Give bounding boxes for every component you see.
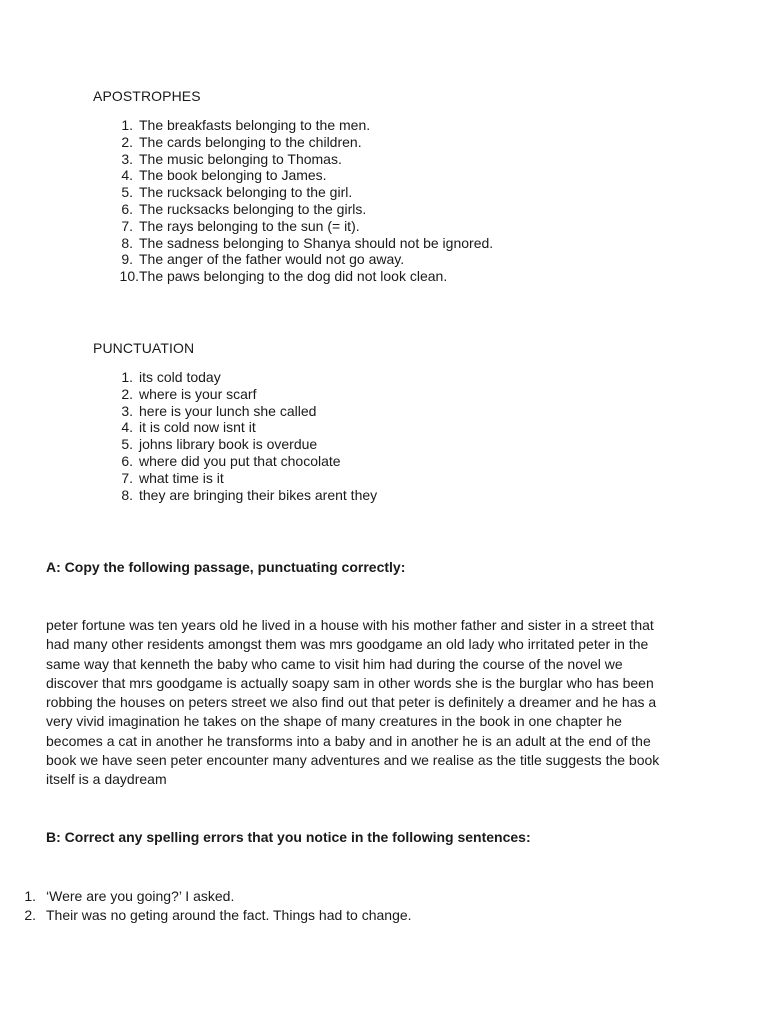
apostrophes-heading: APOSTROPHES — [93, 88, 201, 104]
passage-line: discover that mrs goodgame is actually soapy sam in other words she is the burglar who has been — [46, 674, 654, 691]
item-number: 6. — [121, 452, 133, 469]
punctuation-heading: PUNCTUATION — [93, 340, 195, 356]
item-text: here is your lunch she called — [139, 402, 317, 419]
item-number: 9. — [121, 251, 133, 268]
section-a-heading: A: Copy the following passage, punctuating correctly: — [46, 559, 406, 575]
list-item — [121, 150, 493, 168]
item-text: The rucksack belonging to the girl. — [139, 184, 353, 201]
item-text: it is cold now isnt it — [139, 419, 256, 436]
item-text: The rucksacks belonging to the girls. — [139, 200, 367, 217]
item-text: The anger of the father would not go away. — [139, 251, 405, 268]
item-text: what time is it — [139, 469, 224, 486]
section-a-passage — [46, 616, 736, 790]
item-number: 4. — [121, 419, 133, 436]
list-item — [121, 385, 377, 403]
item-text: The cards belonging to the children. — [139, 133, 362, 150]
list-item — [24, 887, 412, 906]
item-text: The rays belonging to the sun (= it). — [139, 217, 360, 234]
item-number: 8. — [121, 234, 133, 251]
list-item — [121, 419, 377, 436]
list-item — [121, 184, 493, 201]
item-text: where is your scarf — [139, 385, 257, 402]
item-number: 2. — [121, 385, 133, 402]
item-number: 1. — [24, 888, 36, 904]
list-item — [121, 469, 377, 487]
item-number: 1. — [121, 369, 133, 385]
item-text: Their was no geting around the fact. Things had to change. — [46, 907, 412, 923]
item-number: 6. — [121, 200, 133, 217]
item-text: The breakfasts belonging to the men. — [139, 117, 371, 133]
item-number: 7. — [121, 469, 133, 486]
item-number: 5. — [121, 184, 133, 201]
item-number: 4. — [121, 167, 133, 184]
item-number: 10. — [119, 268, 139, 285]
list-item — [121, 452, 377, 470]
item-text: they are bringing their bikes arent they — [139, 486, 378, 503]
list-item — [121, 436, 377, 453]
item-text: The book belonging to James. — [139, 167, 327, 184]
section-b-list — [24, 887, 412, 925]
item-text: The sadness belonging to Shanya should not be ignored. — [139, 234, 494, 251]
item-number: 7. — [121, 217, 133, 234]
apostrophes-list — [119, 117, 494, 285]
list-item — [121, 369, 377, 386]
passage-line: becomes a cat in another he transforms into a baby and in another he is an adult at the end of the — [46, 732, 651, 749]
item-text: The paws belonging to the dog did not look clean. — [139, 268, 448, 285]
item-text: ‘Were are you going?’ I asked. — [46, 888, 235, 904]
punctuation-list — [121, 369, 378, 503]
item-number: 2. — [121, 133, 133, 150]
list-item — [121, 402, 377, 420]
list-item — [121, 117, 493, 134]
passage-line: book we have seen peter encounter many adventures and we realise as the title suggests the book — [46, 752, 660, 769]
item-text: The music belonging to Thomas. — [139, 150, 342, 167]
passage-line: itself is a daydream — [46, 771, 167, 788]
passage-line: same way that kenneth the baby who came to visit him had during the course of the novel we — [46, 655, 623, 672]
section-b-heading: B: Correct any spelling errors that you notice in the following sentences: — [46, 829, 531, 845]
item-number: 3. — [121, 150, 133, 167]
item-number: 1. — [121, 117, 133, 133]
list-item — [121, 200, 493, 218]
item-text: johns library book is overdue — [139, 436, 318, 453]
passage-line: had many other residents amongst them was mrs goodgame an old lady who irritated peter in the — [46, 636, 649, 653]
list-item — [24, 906, 412, 925]
list-item — [121, 486, 378, 504]
item-text: its cold today — [139, 369, 221, 385]
item-number: 5. — [121, 436, 133, 453]
list-item — [121, 217, 493, 235]
list-item — [121, 251, 493, 268]
list-item — [121, 234, 494, 252]
passage-line: very vivid imagination he takes on the shape of many creatures in the book in one chapter he — [46, 713, 622, 730]
list-item — [121, 167, 493, 184]
passage-line: robbing the houses on peters street we also find out that peter is definitely a dreamer and he has a — [46, 694, 657, 711]
item-number: 2. — [24, 907, 36, 923]
item-text: where did you put that chocolate — [139, 452, 341, 469]
passage-line: peter fortune was ten years old he lived in a house with his mother father and sister in a street that — [46, 617, 654, 633]
item-number: 3. — [121, 402, 133, 419]
item-number: 8. — [121, 486, 133, 503]
list-item — [121, 133, 493, 151]
list-item — [119, 268, 493, 285]
